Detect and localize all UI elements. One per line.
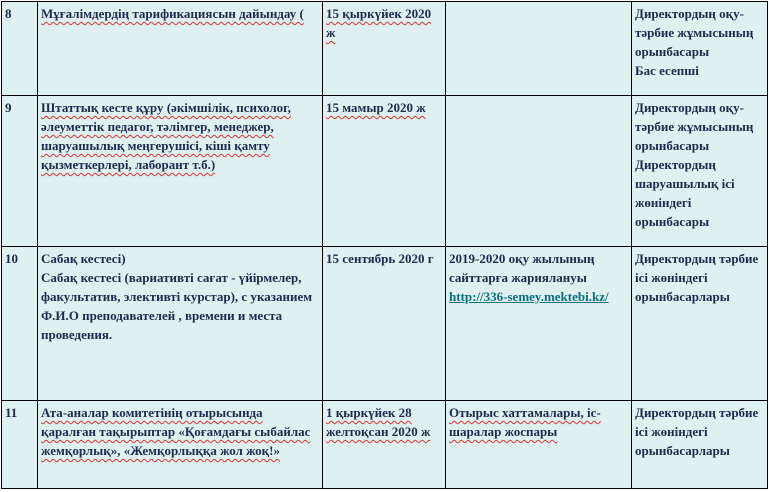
- responsible-cell: [632, 96, 768, 247]
- result-cell: [446, 96, 632, 247]
- row-number: 9: [2, 96, 38, 247]
- date-cell: [323, 401, 446, 489]
- table-row: [2, 96, 768, 247]
- responsible-cell: [632, 401, 768, 489]
- task-text: Сабақ кестесі): [41, 251, 126, 266]
- date-cell: [323, 247, 446, 401]
- responsible-text: Директордың шаруашылық ісі жөніндегі орынбасары: [635, 157, 735, 229]
- result-text: Отырыс хаттамалары, іс-шаралар жоспары: [449, 405, 601, 439]
- table-row: [2, 401, 768, 489]
- responsible-text: Директордың тәрбие ісі жөніндегі орынбасарлары: [635, 251, 759, 304]
- row-number: 11: [2, 401, 38, 489]
- table-row: [2, 247, 768, 401]
- site-link[interactable]: http://336-semey.mektebi.kz/: [449, 289, 609, 304]
- date-text: 15 қыркүйек 2020 ж: [326, 6, 432, 40]
- task-cell: [38, 401, 323, 489]
- task-text: Штаттық кесте құру (әкімшілік, психолог, әлеуметтік педагог, тәлімгер, менеджер, шаруашылық меңгерушісі, кіші қамту қызметкерлері, лаборант т.б.): [41, 100, 291, 172]
- task-cell: [38, 2, 323, 96]
- date-cell: [323, 2, 446, 96]
- date-text: 15 сентябрь 2020 г: [326, 251, 434, 266]
- date-text: 1 қыркүйек 28 желтоқсан 2020 ж: [326, 405, 431, 439]
- responsible-text: Бас есепші: [635, 63, 699, 78]
- task-text: Сабақ кестесі (вариативті сағат - үйірмелер, факультатив, элективті курстар), с указанием Ф.И.О преподавателей , времени и места проведения.: [41, 270, 313, 342]
- date-text: 15 мамыр 2020 ж: [326, 100, 426, 115]
- result-text: 2019-2020 оқу жылының сайттарға жариялануы: [449, 251, 595, 285]
- responsible-text: Директордың оқу-тәрбие жұмысының орынбасары: [635, 100, 754, 153]
- result-cell: [446, 2, 632, 96]
- date-cell: [323, 96, 446, 247]
- task-cell: [38, 247, 323, 401]
- result-cell: [446, 247, 632, 401]
- task-text: Ата-аналар комитетінің отырысында қаралған тақырыптар «Қоғамдағы сыбайлас жемқорлық», «Жемқорлыққа жол жоқ!»: [41, 405, 311, 458]
- task-text: Мұғалімдердің тарификациясын дайындау (: [41, 6, 304, 21]
- responsible-cell: [632, 2, 768, 96]
- result-cell: [446, 401, 632, 489]
- row-number: 10: [2, 247, 38, 401]
- row-number: 8: [2, 2, 38, 96]
- plan-table: [1, 1, 768, 489]
- responsible-cell: [632, 247, 768, 401]
- task-cell: [38, 96, 323, 247]
- table-row: [2, 2, 768, 96]
- responsible-text: Директордың тәрбие ісі жөніндегі орынбасарлары: [635, 405, 759, 458]
- responsible-text: Директордың оқу-тәрбие жұмысының орынбасары: [635, 6, 754, 59]
